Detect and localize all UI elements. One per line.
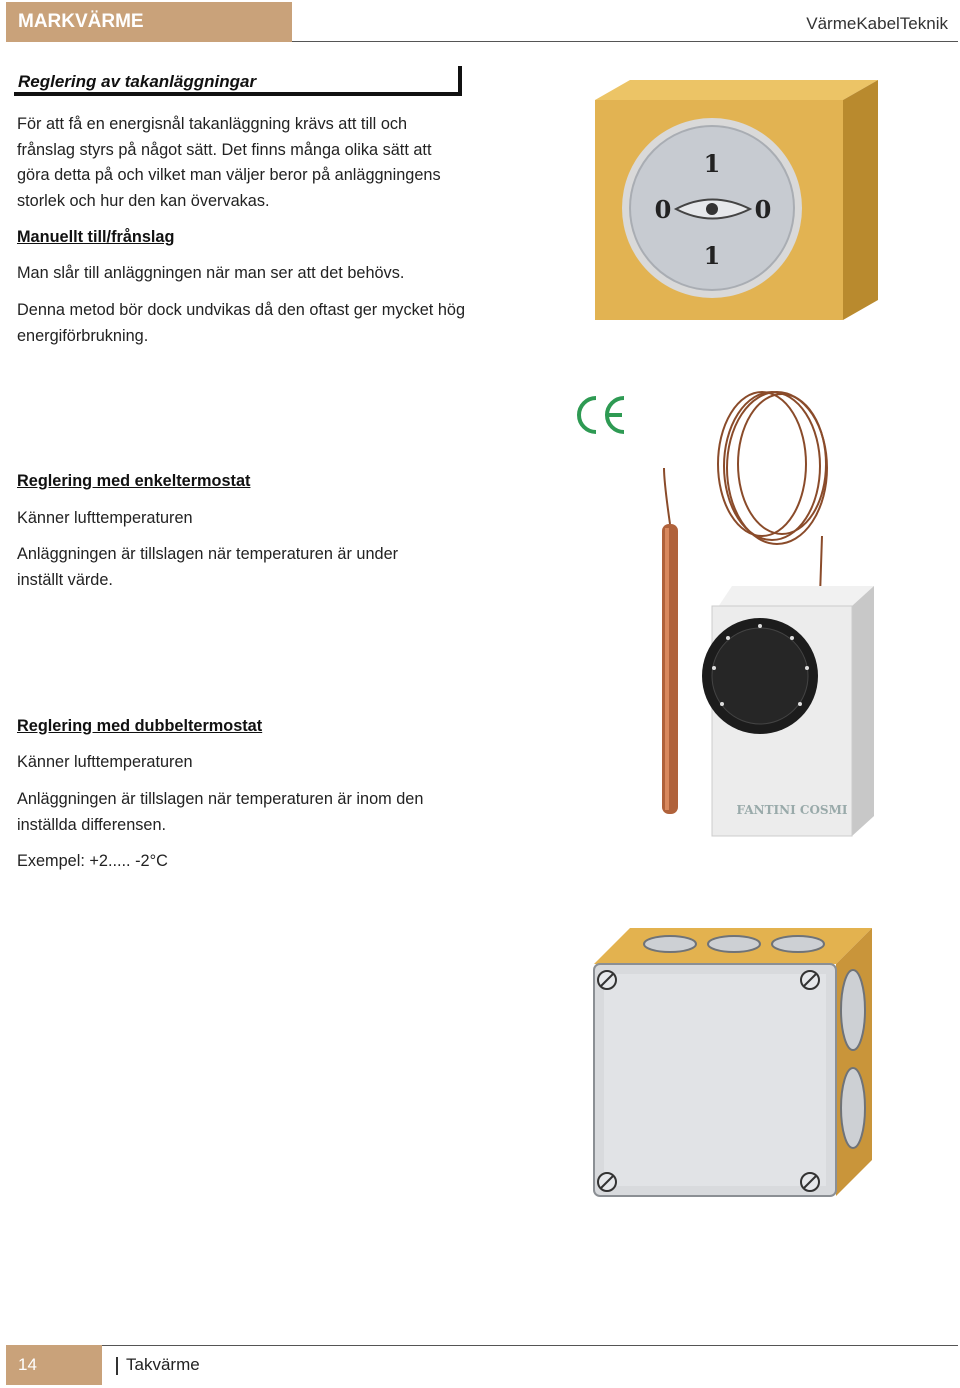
double-thermostat-heading: Reglering med dubbeltermostat <box>17 717 263 735</box>
thermostat-brand: FANTINI COSMI <box>736 803 848 817</box>
manual-paragraph-1: Man slår till anläggningen när man ser att det behövs. <box>17 264 405 282</box>
junction-box-image <box>590 920 882 1205</box>
double-thermostat-example: Exempel: +2..... -2°C <box>17 852 168 870</box>
manual-heading: Manuellt till/frånslag <box>17 228 175 246</box>
page-number: 14 <box>6 1345 102 1385</box>
intro-paragraph: För att få en energisnål takanläggning krävs att till och frånslag styrs på något sätt. Det finns många olika sätt att göra detta på och vilket man väljer beror på anläggningens storlek och hur den kan övervakas. <box>17 115 441 210</box>
page-title: Reglering av takanläggningar <box>14 66 462 96</box>
single-thermostat-heading: Reglering med enkeltermostat <box>17 472 251 490</box>
section-tab: MARKVÄRME <box>6 2 292 42</box>
switch-label-left: 0 <box>654 195 672 224</box>
footer-separator <box>116 1357 118 1375</box>
switch-label-bottom: 1 <box>703 241 721 270</box>
brand-name: VärmeKabelTeknik <box>806 14 948 33</box>
switch-label-top: 1 <box>703 149 721 178</box>
single-thermostat-paragraph-1: Känner lufttemperaturen <box>17 509 193 527</box>
rotary-switch-image <box>590 78 882 326</box>
footer-rule <box>102 1345 958 1346</box>
manual-paragraph-2: Denna metod bör dock undvikas då den oftast ger mycket hög energiförbrukning. <box>17 301 465 345</box>
single-thermostat-paragraph-2: Anläggningen är tillslagen när temperaturen är under inställt värde. <box>17 545 399 589</box>
double-thermostat-paragraph-1: Känner lufttemperaturen <box>17 753 193 771</box>
header-rule <box>292 41 958 42</box>
switch-label-right: 0 <box>754 195 772 224</box>
thermostat-image <box>652 386 892 842</box>
double-thermostat-paragraph-2: Anläggningen är tillslagen när temperaturen är inom den inställda differensen. <box>17 790 424 834</box>
ce-mark-icon <box>570 390 632 440</box>
footer-label: Takvärme <box>126 1355 200 1374</box>
